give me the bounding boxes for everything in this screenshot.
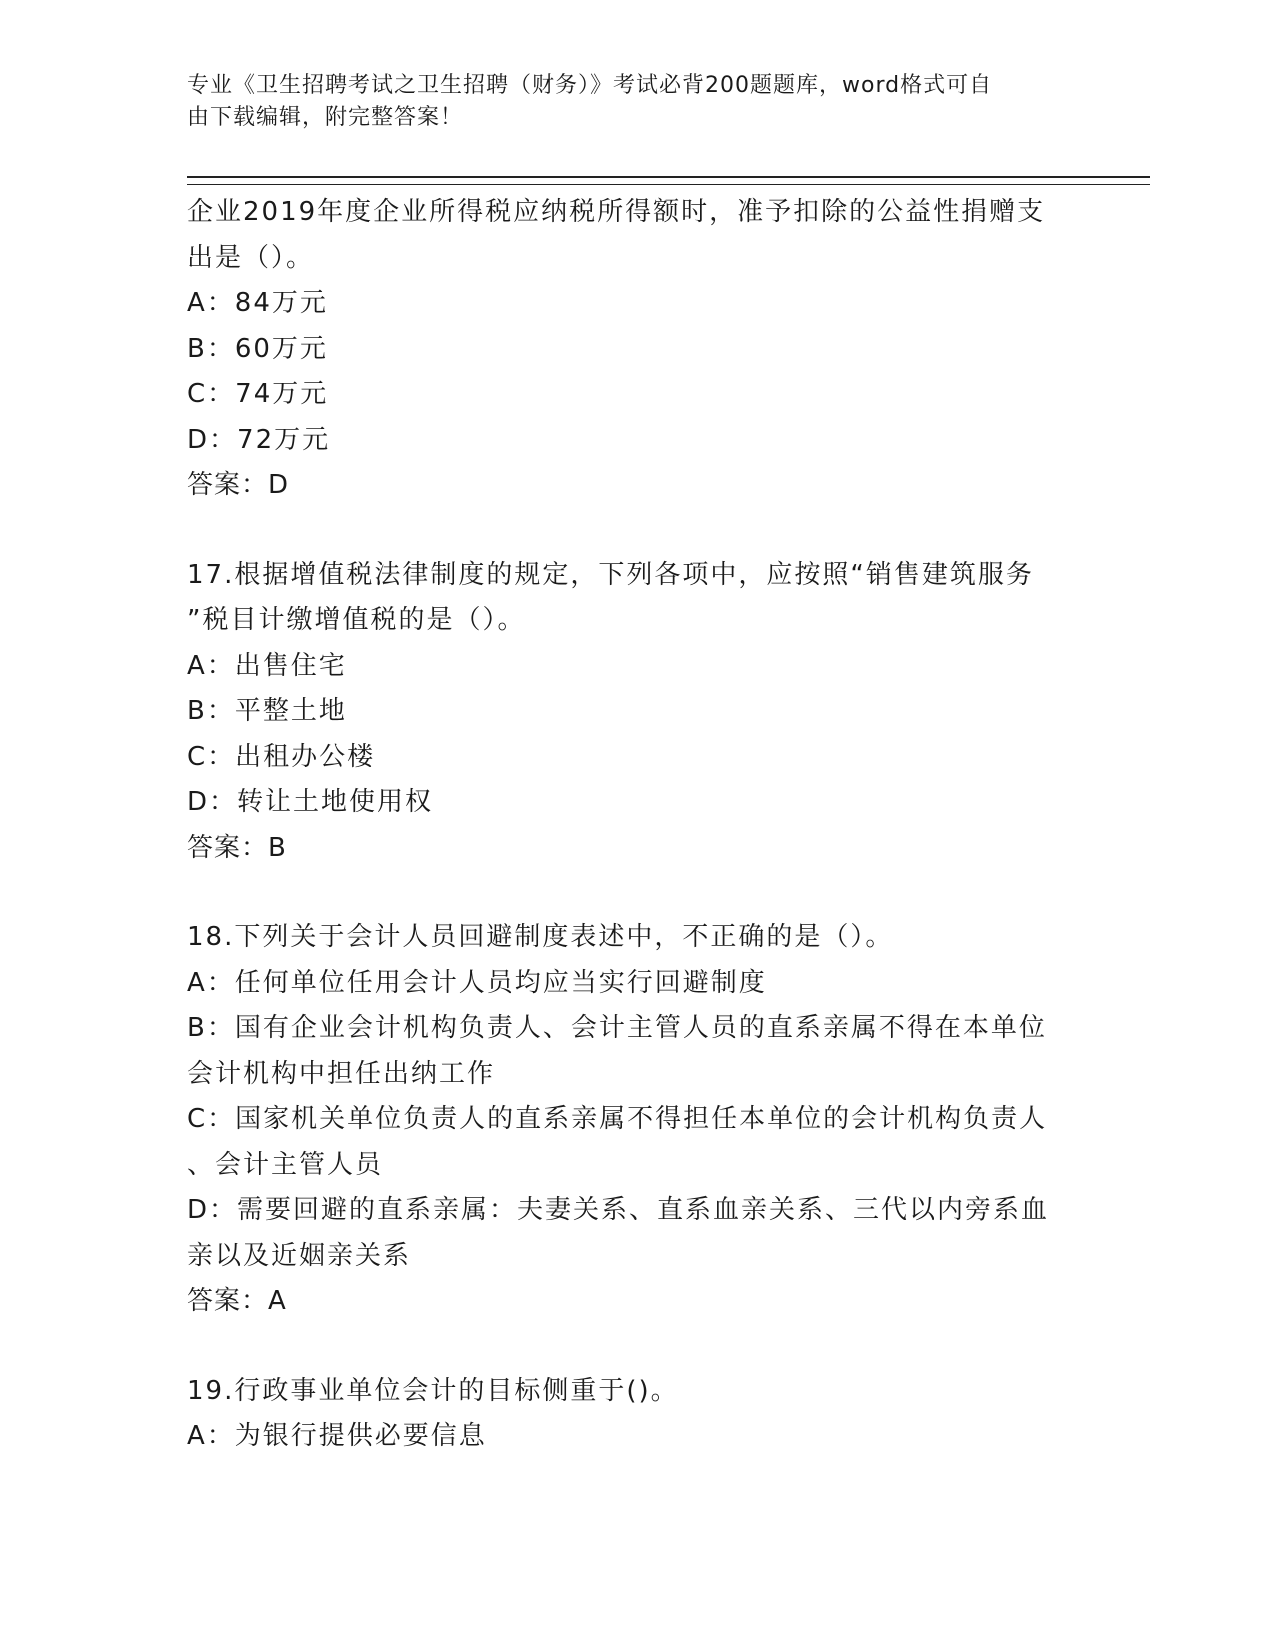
option-a: A：任何单位任用会计人员均应当实行回避制度 xyxy=(187,967,767,998)
question-19 xyxy=(187,1369,1067,1460)
option-b-cont: 会计机构中担任出纳工作 xyxy=(187,1058,496,1089)
question-stem-cont: 出是（）。 xyxy=(187,242,315,273)
spacer xyxy=(187,509,1067,553)
option-d: D：转让土地使用权 xyxy=(187,787,434,817)
question-17 xyxy=(187,553,1067,872)
question-stem: 18.下列关于会计人员回避制度表述中，不正确的是（）。 xyxy=(187,922,894,952)
header-divider xyxy=(187,176,1150,185)
header-line-1: 专业《卫生招聘考试之卫生招聘（财务）》考试必背200题题库，word格式可自 xyxy=(187,73,993,98)
option-b: B：国有企业会计机构负责人、会计主管人员的直系亲属不得在本单位 xyxy=(187,1013,1047,1043)
question-stem: 17.根据增值税法律制度的规定，下列各项中，应按照“销售建筑服务 xyxy=(187,559,1034,590)
spacer xyxy=(187,1325,1067,1369)
option-c: C：出租办公楼 xyxy=(187,741,376,772)
question-stem-cont: ”税目计缴增值税的是（）。 xyxy=(187,605,526,635)
option-c: C：74万元 xyxy=(187,379,329,409)
option-a: A：84万元 xyxy=(187,288,328,318)
spacer xyxy=(187,871,1067,915)
answer-label: 答案：A xyxy=(187,1286,287,1316)
header-line-2: 由下载编辑，附完整答案！ xyxy=(187,105,464,130)
option-a: A：出售住宅 xyxy=(187,650,347,681)
option-d: D：需要回避的直系亲属：夫妻关系、直系血亲关系、三代以内旁系血 xyxy=(187,1195,1050,1225)
option-c-cont: 、会计主管人员 xyxy=(187,1149,384,1180)
question-16 xyxy=(187,190,1067,509)
option-b: B：平整土地 xyxy=(187,696,347,726)
option-c: C：国家机关单位负责人的直系亲属不得担任本单位的会计机构负责人 xyxy=(187,1104,1048,1134)
answer-label: 答案：B xyxy=(187,832,287,863)
question-18 xyxy=(187,915,1067,1325)
document-header xyxy=(187,70,1067,134)
answer-label: 答案：D xyxy=(187,470,290,500)
option-d-cont: 亲以及近姻亲关系 xyxy=(187,1240,412,1271)
question-stem: 19.行政事业单位会计的目标侧重于()。 xyxy=(187,1375,679,1406)
question-list xyxy=(187,190,1067,1460)
option-d: D：72万元 xyxy=(187,424,331,455)
question-stem: 企业2019年度企业所得税应纳税所得额时，准予扣除的公益性捐赠支 xyxy=(187,197,1046,227)
option-b: B：60万元 xyxy=(187,333,328,364)
option-a: A：为银行提供必要信息 xyxy=(187,1421,487,1451)
